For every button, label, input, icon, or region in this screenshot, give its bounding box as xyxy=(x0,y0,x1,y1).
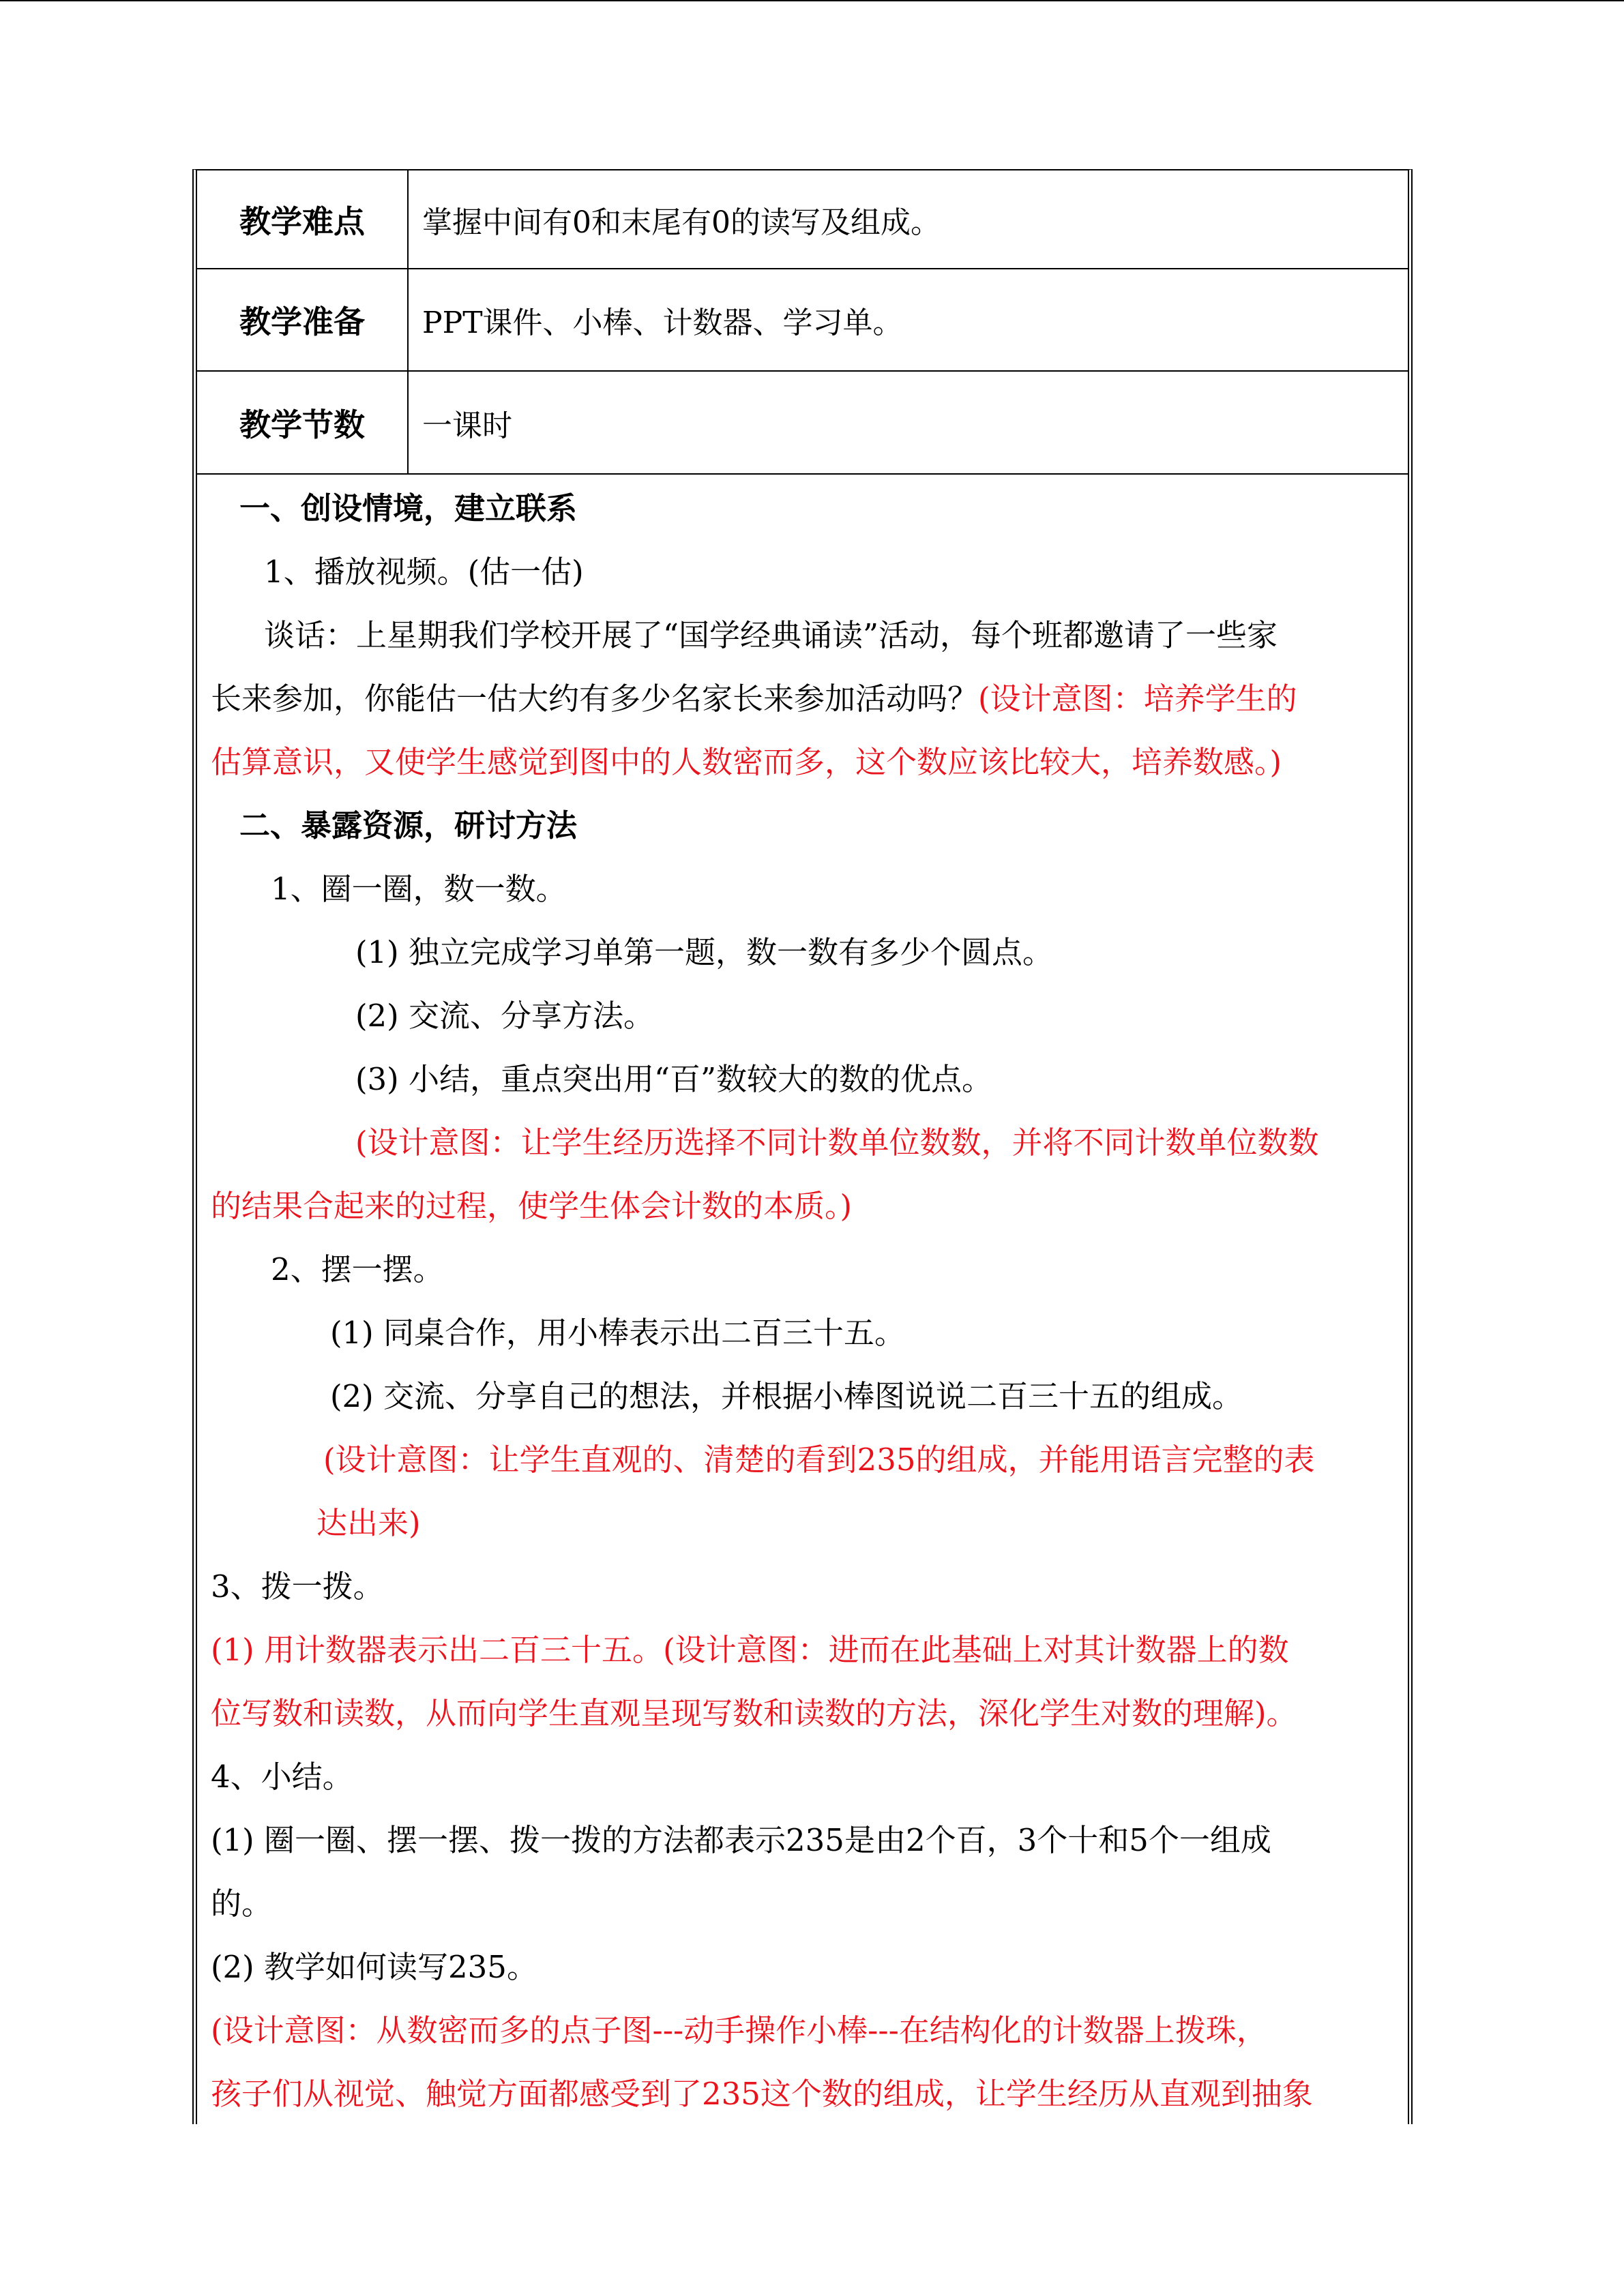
design-intent-text: (设计意图：培养学生的 xyxy=(978,681,1297,717)
design-intent-line: 估算意识，又使学生感觉到图中的人数密而多，这个数应该比较大，培养数感。) xyxy=(211,744,1282,780)
paragraph-line: 谈话：上星期我们学校开展了“国学经典诵读”活动，每个班都邀请了一些家 xyxy=(264,617,1278,653)
sub-step-item: (3) 小结，重点突出用“百”数较大的数的优点。 xyxy=(355,1061,993,1097)
design-intent-line: 达出来) xyxy=(316,1505,421,1541)
design-intent-line: 孩子们从视觉、触觉方面都感受到了235这个数的组成，让学生经历从直观到抽象 xyxy=(211,2076,1313,2112)
step-item: 1、圈一圈，数一数。 xyxy=(271,871,567,907)
paragraph-text: 长来参加，你能估一估大约有多少名家长来参加活动吗？ xyxy=(211,681,979,717)
step-item: 2、摆一摆。 xyxy=(271,1251,444,1287)
sub-step-item: (1) 独立完成学习单第一题，数一数有多少个圆点。 xyxy=(355,934,1054,970)
row-preparation xyxy=(197,269,1408,372)
row-value: 一课时 xyxy=(422,408,512,443)
row-label: 教学准备 xyxy=(197,269,409,370)
step-item: 4、小结。 xyxy=(211,1759,353,1795)
step-item: 1、播放视频。(估一估) xyxy=(264,554,584,590)
design-intent-line: 的结果合起来的过程，使学生体会计数的本质。) xyxy=(211,1188,853,1224)
sub-step-text: (1) 用计数器表示出二百三十五。 xyxy=(211,1632,664,1668)
sub-step-item xyxy=(211,1630,1289,1671)
sub-step-item: (1) 同桌合作，用小棒表示出二百三十五。 xyxy=(330,1315,906,1351)
page-top-border xyxy=(0,0,1624,1)
row-label: 教学节数 xyxy=(197,372,409,473)
row-value: 掌握中间有0和末尾有0的读写及组成。 xyxy=(422,205,941,240)
teaching-process xyxy=(197,475,1408,2124)
sub-step-item: (2) 交流、分享自己的想法，并根据小棒图说说二百三十五的组成。 xyxy=(330,1378,1243,1414)
row-difficulty xyxy=(197,170,1408,269)
lesson-plan-table xyxy=(192,169,1413,2124)
paragraph-line: 的。 xyxy=(211,1885,273,1922)
design-intent-line: (设计意图：让学生直观的、清楚的看到235的组成，并能用语言完整的表 xyxy=(323,1442,1315,1478)
sub-step-item: (2) 交流、分享方法。 xyxy=(355,998,655,1034)
design-intent-line: (设计意图：让学生经历选择不同计数单位数数，并将不同计数单位数数 xyxy=(355,1124,1319,1161)
design-intent-line: (设计意图：从数密而多的点子图---动手操作小棒---在结构化的计数器上拨珠， xyxy=(211,2012,1267,2048)
design-intent-text: (设计意图：进而在此基础上对其计数器上的数 xyxy=(663,1632,1289,1668)
sub-step-item: (1) 圈一圈、摆一摆、拨一拨的方法都表示235是由2个百，3个十和5个一组成 xyxy=(211,1822,1271,1858)
sub-step-item: (2) 教学如何读写235。 xyxy=(211,1949,537,1985)
section-title: 一、创设情境，建立联系 xyxy=(239,490,578,526)
paragraph-line xyxy=(211,679,1297,719)
row-periods xyxy=(197,372,1408,475)
design-intent-line: 位写数和读数，从而向学生直观呈现写数和读数的方法，深化学生对数的理解)。 xyxy=(211,1695,1297,1731)
section-title: 二、暴露资源，研讨方法 xyxy=(239,807,578,844)
row-value: PPT课件、小棒、计数器、学习单。 xyxy=(422,305,903,340)
row-label: 教学难点 xyxy=(197,170,409,268)
step-item: 3、拨一拨。 xyxy=(211,1568,384,1605)
